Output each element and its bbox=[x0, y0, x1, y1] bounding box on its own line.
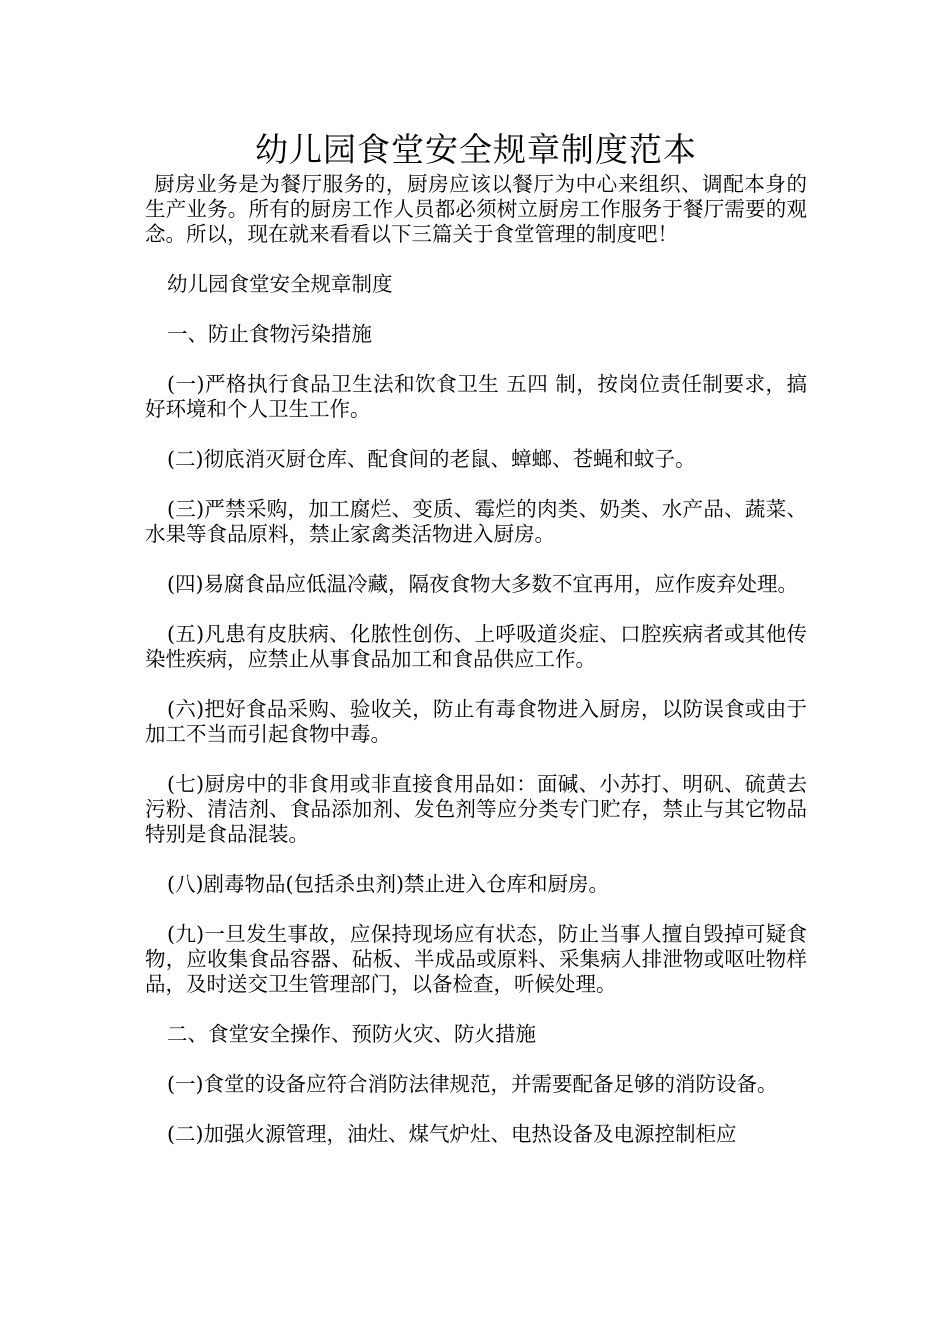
paragraph-2-1: (一)食堂的设备应符合消防法律规范，并需要配备足够的消防设备。 bbox=[167, 1072, 778, 1096]
section-heading-main: 幼儿园食堂安全规章制度 bbox=[167, 272, 393, 296]
paragraph-1-3: (三)严禁采购，加工腐烂、变质、霉烂的肉类、奶类、水产品、蔬菜、水果等食品原料，禁止家禽类活物进入厨房。 bbox=[145, 497, 807, 546]
paragraph-2-2: (二)加强火源管理，油灶、煤气炉灶、电热设备及电源控制柜应 bbox=[167, 1122, 737, 1146]
paragraph-1-7: (七)厨房中的非食用或非直接食用品如：面碱、小苏打、明矾、硫黄去污粉、清洁剂、食品添加剂、发色剂等应分类专门贮存，禁止与其它物品特别是食品混装。 bbox=[145, 772, 807, 846]
paragraph-1-2: (二)彻底消灭厨仓库、配食间的老鼠、蟑螂、苍蝇和蚊子。 bbox=[167, 447, 696, 471]
paragraph-1-5: (五)凡患有皮肤病、化脓性创伤、上呼吸道炎症、口腔疾病者或其他传染性疾病，应禁止从事食品加工和食品供应工作。 bbox=[145, 622, 807, 671]
paragraph-1-1: (一)严格执行食品卫生法和饮食卫生 五四 制，按岗位责任制要求，搞好环境和个人卫生工作。 bbox=[145, 372, 807, 421]
paragraph-1-8: (八)剧毒物品(包括杀虫剂)禁止进入仓库和厨房。 bbox=[167, 872, 609, 896]
paragraph-1-6: (六)把好食品采购、验收关，防止有毒食物进入厨房，以防误食或由于加工不当而引起食物中毒。 bbox=[145, 697, 807, 746]
document-page bbox=[145, 128, 807, 1147]
document-title: 幼儿园食堂安全规章制度范本 bbox=[255, 130, 697, 169]
section-heading-2: 二、食堂安全操作、预防火灾、防火措施 bbox=[167, 1022, 536, 1046]
section-heading-1: 一、防止食物污染措施 bbox=[167, 322, 372, 346]
paragraph-1-9: (九)一旦发生事故，应保持现场应有状态，防止当事人擅自毁掉可疑食物，应收集食品容器、砧板、半成品或原料、采集病人排泄物或呕吐物样品，及时送交卫生管理部门，以备检查，听候处理。 bbox=[145, 922, 807, 996]
paragraph-1-4: (四)易腐食品应低温冷藏，隔夜食物大多数不宜再用，应作废弃处理。 bbox=[167, 572, 798, 596]
intro-paragraph: 厨房业务是为餐厅服务的，厨房应该以餐厅为中心来组织、调配本身的生产业务。所有的厨房工作人员都必须树立厨房工作服务于餐厅需要的观念。所以，现在就来看看以下三篇关于食堂管理的制度吧！ bbox=[145, 172, 807, 246]
